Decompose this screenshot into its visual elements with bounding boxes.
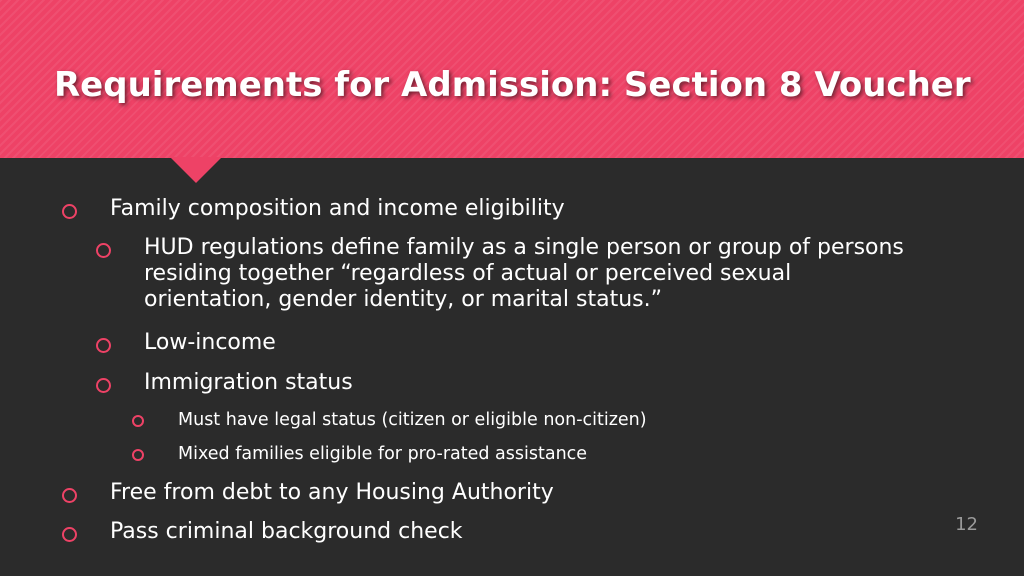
list-item-text: Pass criminal background check [110,519,463,544]
list-item [110,519,910,545]
title-banner [0,0,1024,158]
list-item-text: Immigration status [144,370,353,395]
list-item-text: Low-income [144,330,276,355]
list-item [110,480,910,506]
list-item [144,330,904,356]
page-number: 12 [955,514,978,535]
hollow-circle-icon [132,449,144,461]
list-item [178,443,918,465]
slide-title: Requirements for Admission: Section 8 Voucher [54,65,971,105]
list-item-text: HUD regulations define family as a single person or group of persons residing together “regardless of actual or perceived sexual orientation, gender identity, or marital status.” [144,235,904,312]
list-item [110,196,910,222]
hollow-circle-icon [62,488,77,503]
list-item-text: Family composition and income eligibility [110,196,565,221]
list-item [144,370,904,396]
list-item-text: Must have legal status (citizen or eligible non-citizen) [178,410,647,430]
hollow-circle-icon [132,415,144,427]
banner-notch [170,157,222,183]
hollow-circle-icon [96,243,111,258]
hollow-circle-icon [62,204,77,219]
list-item [144,235,924,313]
list-item-text: Free from debt to any Housing Authority [110,480,554,505]
list-item [178,409,918,431]
list-item-text: Mixed families eligible for pro-rated assistance [178,444,588,464]
hollow-circle-icon [96,378,111,393]
hollow-circle-icon [62,527,77,542]
hollow-circle-icon [96,338,111,353]
